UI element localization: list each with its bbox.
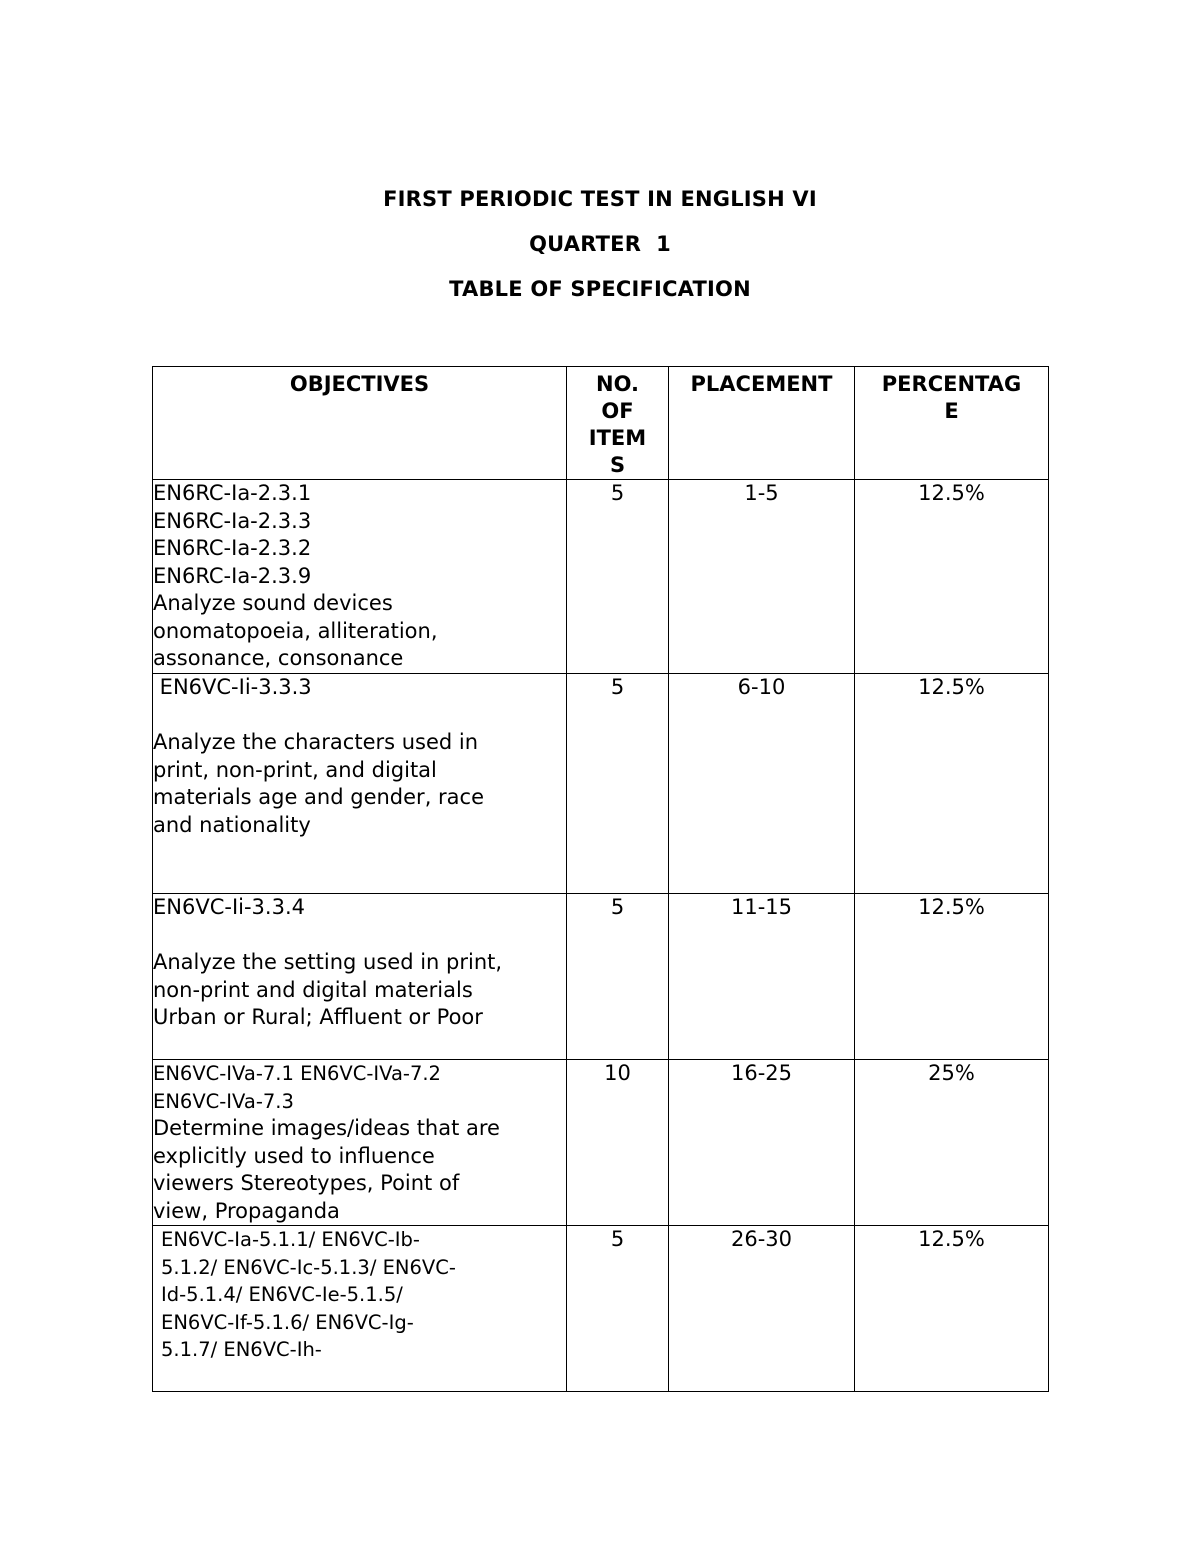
table-row [153,480,1049,674]
placement-cell: 6-10 [669,674,855,894]
objective-cell [153,480,567,674]
competency-code: 5.1.2/ EN6VC-Ic-5.1.3/ EN6VC- [161,1255,456,1279]
items-cell: 10 [567,1060,669,1226]
objective-text: onomatopoeia, alliteration, [153,618,438,643]
objective-cell [153,894,567,1060]
table-row [153,1226,1049,1392]
objective-text: and nationality [153,812,311,837]
placement-cell: 16-25 [669,1060,855,1226]
column-header-placement: PLACEMENT [669,367,855,480]
specification-table [152,366,1049,1392]
placement-cell: 1-5 [669,480,855,674]
objective-text: Urban or Rural; Affluent or Poor [153,1005,483,1029]
items-cell: 5 [567,1226,669,1392]
objective-text: print, non-print, and digital [153,757,437,782]
competency-code: EN6VC-Ii-3.3.4 [153,895,305,919]
objective-text: Analyze the characters used in [153,730,479,754]
column-header-percentage: PERCENTAG E [855,367,1049,480]
competency-code: EN6RC-Ia-2.3.1 [153,481,312,505]
objective-text: explicitly used to influence [153,1143,435,1168]
items-cell: 5 [567,674,669,894]
percentage-cell: 12.5% [855,1226,1049,1392]
table-row [153,894,1049,1060]
competency-code: EN6RC-Ia-2.3.3 [153,508,312,533]
objective-cell [153,674,567,894]
competency-code: EN6VC-IVa-7.3 [153,1089,294,1113]
percentage-cell: 12.5% [855,894,1049,1060]
table-header-row [153,367,1049,480]
competency-code: EN6RC-Ia-2.3.9 [153,563,312,588]
objective-text: materials age and gender, race [153,785,485,809]
quarter-label: QUARTER 1 [529,232,671,256]
placement-cell: 26-30 [669,1226,855,1392]
competency-code: EN6VC-Ia-5.1.1/ EN6VC-Ib- [161,1228,420,1251]
placement-cell: 11-15 [669,894,855,1060]
document-subtitle: TABLE OF SPECIFICATION [449,277,751,301]
competency-code: EN6VC-IVa-7.1 EN6VC-IVa-7.2 [153,1062,441,1085]
column-header-items: NO. OF ITEM S [567,367,669,480]
competency-code: EN6RC-Ia-2.3.2 [153,536,312,560]
items-cell: 5 [567,480,669,674]
percentage-cell: 12.5% [855,480,1049,674]
competency-code: EN6VC-If-5.1.6/ EN6VC-Ig- [161,1310,414,1334]
percentage-cell: 25% [855,1060,1049,1226]
objective-text: Analyze sound devices [153,591,393,615]
objective-text: Determine images/ideas that are [153,1116,500,1140]
objective-text: non-print and digital materials [153,977,473,1002]
items-cell: 5 [567,894,669,1060]
column-header-objectives: OBJECTIVES [153,367,567,480]
document-title: FIRST PERIODIC TEST IN ENGLISH VI [383,187,817,211]
table-row [153,1060,1049,1226]
objective-cell [153,1226,567,1392]
objective-text: view, Propaganda [153,1198,340,1223]
objective-text: viewers Stereotypes, Point of [153,1171,460,1195]
objective-text: Analyze the setting used in print, [153,950,503,974]
competency-code: Id-5.1.4/ EN6VC-Ie-5.1.5/ [161,1283,403,1306]
objective-cell [153,1060,567,1226]
percentage-cell: 12.5% [855,674,1049,894]
competency-code: EN6VC-Ii-3.3.3 [153,675,312,699]
competency-code: 5.1.7/ EN6VC-Ih- [161,1338,322,1361]
objective-text: assonance, consonance [153,646,404,670]
table-row [153,674,1049,894]
